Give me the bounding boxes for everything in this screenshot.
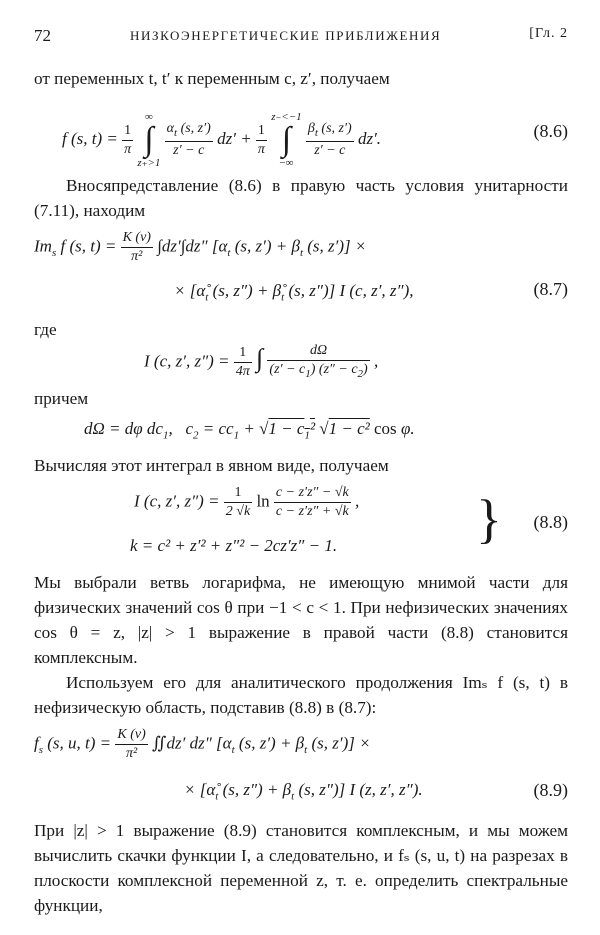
paragraph-5: Вычисляя этот интеграл в явном виде, получаем: [34, 456, 389, 475]
page-number: 72: [34, 26, 51, 45]
paragraph-4: причем: [34, 389, 89, 408]
equation-integral-I: I (c, z′, z″) = $\frac{1}{4\pi}$ ∫ $\frac{d\Omega}{(z' - c_1) (z'' - c_2)}$ ,: [144, 343, 379, 380]
equation-number-8-7: (8.7): [533, 279, 568, 299]
paragraph-2: Вносяпредставление (8.6) в правую часть условия унитарности (7.11), находим: [34, 176, 568, 220]
paragraph-1: от переменных t, t′ к переменным c, z′, получаем: [34, 69, 390, 88]
running-title: НИЗКОЭНЕРГЕТИЧЕСКИЕ ПРИБЛИЖЕНИЯ: [130, 28, 442, 43]
equation-8-9: $f_s$ (s, u, t) = $\frac{K (\nu)}{\text{π²}}$ ∬dz′ dz″ [$\alpha_t$ (s, $z') + \beta_t$ (s, z′)] × × [$\alphå_t$ (s, $z'') + \beta_t$ (s, z″)] I (z, z′, z″). (8.9): [34, 727, 568, 803]
equation-dOmega: dΩ = dφ $dc_1$, $c_2 = cc_1 + √1 - c_1^2$ √1 − c² cos φ.: [84, 419, 415, 442]
equation-8-7: $Im_s$ f (s, t) = $\frac{K (\nu)}{\text{π²}}$ ∫dz′∫dz″ [$\alpha_t$ (s, $z') + \beta_t$ (s, z′)] × × [$\alphå_t$ (s, $z'') + \betå_t$ (s, z″)] I (c, z′, z″), (8.7): [34, 230, 568, 304]
page-header: [34, 20, 568, 48]
paragraph-8: При |z| > 1 выражение (8.9) становится комплексным, и мы можем вычислить скачки функции I, а следовательно, и fₛ (s, u, t) на разрезах в плоскости комплексной переменной z, т. е. определить спектральные функции,: [34, 821, 568, 915]
book-page: [34, 20, 568, 918]
equation-number-8-6: (8.6): [533, 121, 568, 141]
paragraph-3: где: [34, 320, 57, 339]
paragraph-7: Используем его для аналитического продолжения Imₛ f (s, t) в нефизическую область, подставив (8.8) в (8.7):: [34, 673, 568, 717]
equation-number-8-8: (8.8): [533, 512, 568, 532]
paragraph-6: Мы выбрали ветвь логарифма, не имеющую мнимой части для физических значений cos θ при −1 < c < 1. При нефизических значениях cos θ = z, |z| > 1 выражение в правой части (8.8) становится комплексным.: [34, 573, 568, 667]
equation-8-6: f (s, t) = $\frac{1}{\pi}$ ∞ ∫ z₊>1 $\frac{\alpha_t (s, z')}{z' - c}$ dz′ + $\frac{1}{\pi}$ z₋<−1 ∫ −∞ $\frac{\beta_t (s, z')}{z' - c}$ dz′. (8.6): [62, 111, 568, 169]
equation-number-8-9: (8.9): [533, 780, 568, 800]
chapter-label: [Гл. 2: [529, 26, 568, 41]
equation-8-8: I (c, z′, z″) = $\frac{1}{2 √k}$ ln $\frac{c - z'z'' - √k}{c - z'z'' + √k}$ , k = c² + z′² + z″² − 2cz′z″ − 1. } (8.8): [130, 485, 568, 555]
